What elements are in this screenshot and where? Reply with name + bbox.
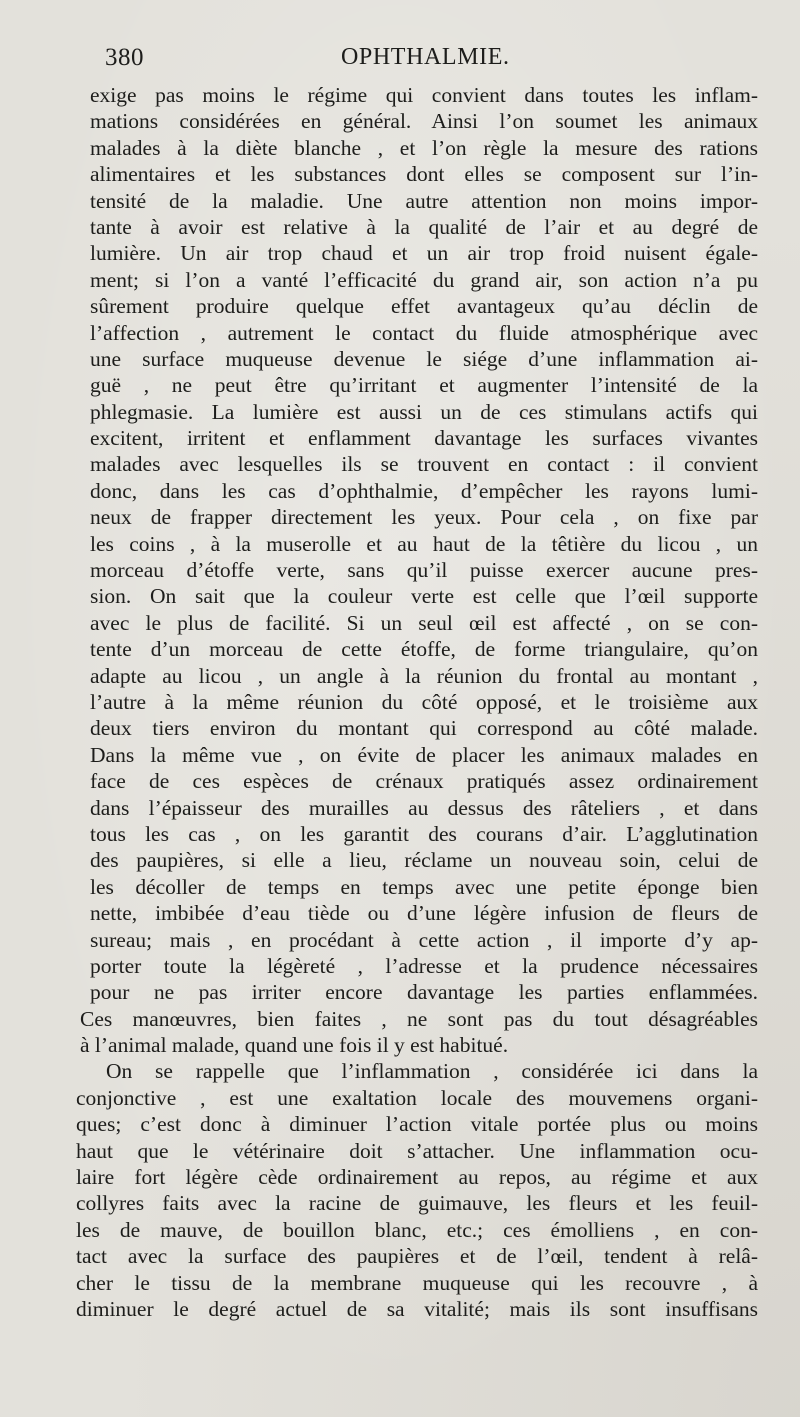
text-body [76,82,758,1322]
text-line: cher le tissu de la membrane muqueuse qui les recouvre , à [76,1270,758,1295]
text-line: les de mauve, de bouillon blanc, etc.; ces émolliens , en con- [76,1217,758,1242]
text-line: haut que le vétérinaire doit s’attacher. Une inflammation ocu- [76,1138,758,1163]
text-line: tante à avoir est relative à la qualité de l’air et au degré de [90,214,758,239]
text-line: tente d’un morceau de cette étoffe, de forme triangulaire, qu’on [90,637,758,662]
page-number: 380 [105,44,144,71]
text-line: dans l’épaisseur des murailles au dessus des râteliers , et dans [90,795,758,820]
paragraph-1 [80,82,758,1058]
text-line: deux tiers environ du montant qui correspond au côté malade. [90,716,758,741]
text-line: une surface muqueuse devenue le siége d’une inflammation ai- [90,346,758,371]
text-line: avec le plus de facilité. Si un seul œil est affecté , on se con- [90,610,758,635]
text-line: morceau d’étoffe verte, sans qu’il puisse exercer aucune pres- [90,558,758,583]
text-line: porter toute la légèreté , l’adresse et la prudence nécessaires [90,953,758,978]
text-line: sûrement produire quelque effet avantageux qu’au déclin de [90,294,758,319]
running-title: OPHTHALMIE. [341,44,510,70]
text-line: neux de frapper directement les yeux. Pour cela , on fixe par [90,505,758,530]
text-line: sureau; mais , en procédant à cette action , il importe d’y ap- [90,927,758,952]
text-line: alimentaires et les substances dont elles se composent sur l’in- [90,162,758,187]
text-line: les coins , à la muserolle et au haut de la têtière du licou , un [90,531,758,556]
text-line: collyres faits avec la racine de guimauve, les fleurs et les feuil- [76,1191,758,1216]
text-line: conjonctive , est une exaltation locale des mouvemens organi- [76,1085,758,1110]
text-line: adapte au licou , un angle à la réunion du frontal au montant , [90,663,758,688]
text-line: l’autre à la même réunion du côté opposé, et le troisième aux [90,689,758,714]
text-line: exige pas moins le régime qui convient dans toutes les inflam- [90,83,758,107]
text-line: ques; c’est donc à diminuer l’action vitale portée plus ou moins [76,1112,758,1137]
text-line: malades avec lesquelles ils se trouvent en contact : il convient [90,452,758,477]
text-line: tensité de la maladie. Une autre attention non moins impor- [90,188,758,213]
text-line: les décoller de temps en temps avec une petite éponge bien [90,874,758,899]
text-line: l’affection , autrement le contact du fluide atmosphérique avec [90,320,758,345]
text-line: tact avec la surface des paupières et de l’œil, tendent à relâ- [76,1244,758,1269]
text-line: guë , ne peut être qu’irritant et augmenter l’intensité de la [90,373,758,398]
text-line: Ces manœuvres, bien faites , ne sont pas du tout désagréables [80,1006,758,1031]
text-line: face de ces espèces de crénaux pratiqués assez ordinairement [90,769,758,794]
text-line: On se rappelle que l’inflammation , considérée ici dans la [106,1059,758,1084]
text-line: phlegmasie. La lumière est aussi un de ces stimulans actifs qui [90,399,758,424]
running-head [105,44,752,78]
text-line: sion. On sait que la couleur verte est celle que l’œil supporte [90,584,758,609]
text-line: excitent, irritent et enflamment davantage les surfaces vivantes [90,426,758,451]
text-line: diminuer le degré actuel de sa vitalité; mais ils sont insuffisans [76,1296,758,1321]
text-line: laire fort légère cède ordinairement au repos, au régime et aux [76,1165,758,1190]
text-line: malades à la diète blanche , et l’on règle la mesure des rations [90,135,758,160]
paragraph-2 [76,1058,758,1322]
text-line: donc, dans les cas d’ophthalmie, d’empêcher les rayons lumi- [90,478,758,503]
text-line: mations considérées en général. Ainsi l’on soumet les animaux [90,109,758,134]
text-line: lumière. Un air trop chaud et un air trop froid nuisent égale- [90,241,758,266]
text-line: des paupières, si elle a lieu, réclame un nouveau soin, celui de [90,848,758,873]
text-line: pour ne pas irriter encore davantage les parties enflammées. [90,980,758,1005]
text-line: Dans la même vue , on évite de placer les animaux malades en [90,742,758,767]
text-line: à l’animal malade, quand une fois il y est habitué. [80,1033,509,1058]
text-line: ment; si l’on a vanté l’efficacité du grand air, son action n’a pu [90,267,758,292]
text-line: nette, imbibée d’eau tiède ou d’une légère infusion de fleurs de [90,901,758,926]
text-line: tous les cas , on les garantit des courans d’air. L’agglutination [90,821,758,846]
